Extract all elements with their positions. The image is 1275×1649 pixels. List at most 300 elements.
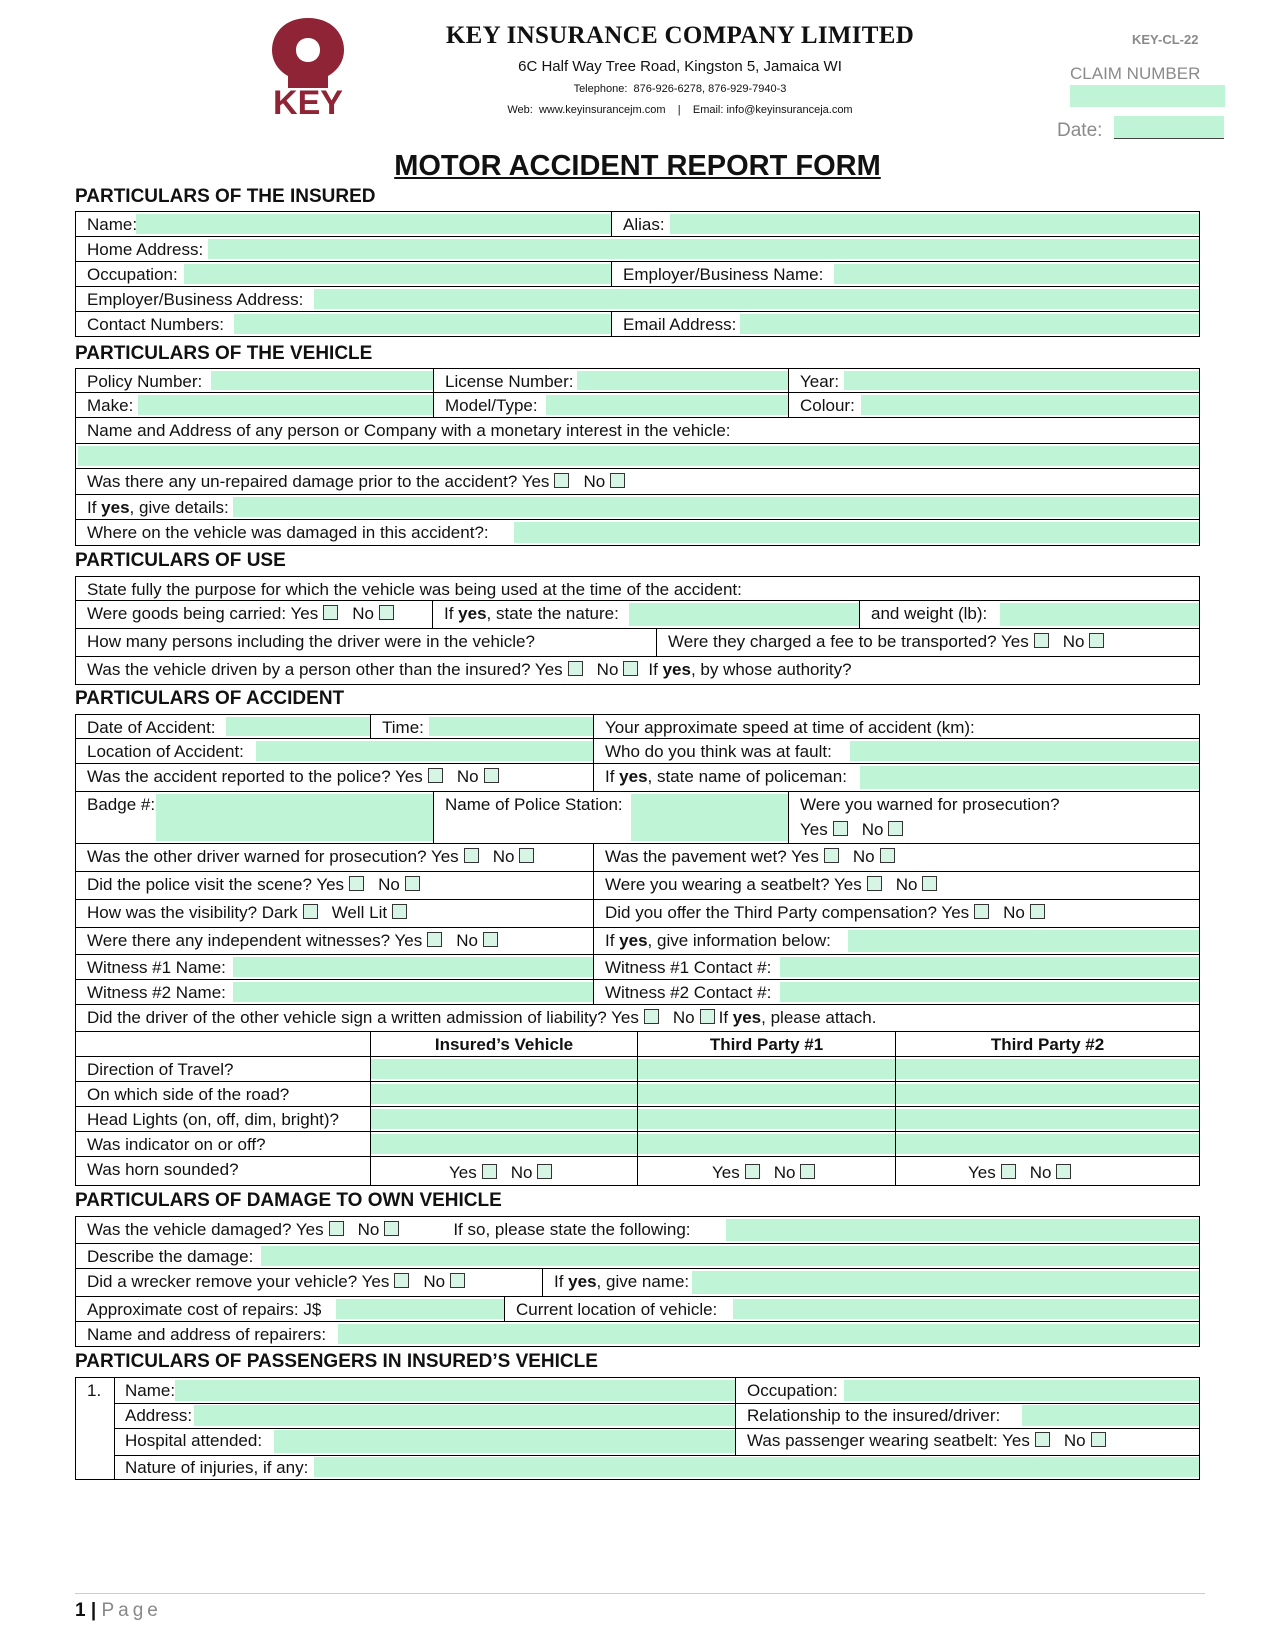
model-type-label: Model/Type: <box>445 396 538 415</box>
damaged-cell <box>76 1217 1199 1243</box>
liability-question: Did the driver of the other vehicle sign a written admission of liability? Yes <box>87 1008 639 1027</box>
employer-address-label: Employer/Business Address: <box>87 290 304 309</box>
no-label: No <box>583 472 606 491</box>
employer-address-cell <box>76 287 1199 311</box>
witness1-contact-label: Witness #1 Contact #: <box>605 958 772 977</box>
hospital-label: Hospital attended: <box>125 1431 263 1450</box>
date-label: Date: <box>1057 120 1103 141</box>
indicator-tp1-cell <box>637 1132 895 1156</box>
unrepaired-details-cell <box>76 495 1199 519</box>
no-label: No <box>1062 632 1085 651</box>
accident-row-11 <box>75 1005 1200 1032</box>
visibility-question: How was the visibility? Dark <box>87 903 298 922</box>
if-label: If <box>554 1272 569 1291</box>
goods-yes-checkbox[interactable] <box>323 605 338 620</box>
damaged-where-cell <box>76 520 1199 545</box>
alias-cell <box>611 212 1199 236</box>
police-visit-yes-checkbox[interactable] <box>349 876 364 891</box>
license-number-field[interactable] <box>577 371 788 390</box>
email-value[interactable]: info@keyinsuranceja.com <box>726 104 853 116</box>
web-value[interactable]: www.keyinsurancejm.com <box>538 104 666 116</box>
liability-cell <box>76 1005 1199 1031</box>
give-name-label: , give name: <box>596 1272 690 1291</box>
passenger-number: 1. <box>87 1381 102 1400</box>
occupation-label: Occupation: <box>87 265 178 284</box>
damaged-details-field[interactable] <box>726 1219 1199 1241</box>
other-warned-yes-checkbox[interactable] <box>464 848 479 863</box>
describe-cell <box>76 1244 1199 1268</box>
nature-field[interactable] <box>629 603 859 626</box>
seatbelt-question: Were you wearing a seatbelt? Yes <box>605 875 862 894</box>
license-number-label: License Number: <box>445 372 574 391</box>
monetary-interest-field[interactable] <box>78 446 1199 466</box>
monetary-interest-cell <box>76 444 1199 468</box>
unrepaired-yes-checkbox[interactable] <box>554 473 569 488</box>
damage-row-5 <box>75 1322 1200 1347</box>
alias-field[interactable] <box>670 214 1199 234</box>
headlights-tp2-cell <box>895 1107 1199 1131</box>
headlights-tp2-field[interactable] <box>896 1109 1199 1129</box>
year-field[interactable] <box>844 371 1199 390</box>
passenger-seatbelt-no-checkbox[interactable] <box>1091 1432 1106 1447</box>
footer-divider <box>75 1593 1205 1594</box>
indicator-insured-field[interactable] <box>371 1134 637 1154</box>
wrecker-yes-checkbox[interactable] <box>394 1273 409 1288</box>
station-field[interactable] <box>631 794 788 841</box>
nature-label: , state the nature: <box>486 604 619 623</box>
unrepaired-cell <box>76 469 1199 494</box>
injuries-cell <box>114 1455 1199 1479</box>
headlights-insured-field[interactable] <box>371 1109 637 1129</box>
separator: | <box>677 104 681 116</box>
police-visit-cell <box>76 872 593 899</box>
relationship-field[interactable] <box>1022 1405 1199 1426</box>
col-insured-header: Insured’s Vehicle <box>370 1032 637 1056</box>
compensation-yes-checkbox[interactable] <box>974 904 989 919</box>
vehicle-location-field[interactable] <box>733 1299 1199 1319</box>
goods-no-checkbox[interactable] <box>379 605 394 620</box>
year-label: Year: <box>800 372 840 391</box>
if-label: If <box>648 660 663 679</box>
nature-cell <box>432 601 859 628</box>
name-cell <box>76 212 611 236</box>
direction-tp1-cell <box>637 1057 895 1081</box>
witness2-name-field[interactable] <box>233 982 593 1002</box>
persons-label: How many persons including the driver were in the vehicle? <box>87 632 535 651</box>
vehicle-location-label: Current location of vehicle: <box>516 1300 718 1319</box>
name-field[interactable] <box>136 214 611 234</box>
witness-info-cell <box>593 928 1199 954</box>
witnesses-no-checkbox[interactable] <box>483 932 498 947</box>
section-insured-heading: PARTICULARS OF THE INSURED <box>75 186 376 207</box>
wrecker-question: Did a wrecker remove your vehicle? Yes <box>87 1272 390 1291</box>
vehicle-row-5 <box>75 469 1200 495</box>
section-vehicle-heading: PARTICULARS OF THE VEHICLE <box>75 343 373 364</box>
witnesses-question: Were there any independent witnesses? Yes <box>87 931 423 950</box>
home-address-field[interactable] <box>208 239 1199 259</box>
horn-tp2-cell <box>895 1157 1199 1185</box>
police-visit-no-checkbox[interactable] <box>405 876 420 891</box>
describe-label: Describe the damage: <box>87 1247 254 1266</box>
horn-tp2-yes-checkbox[interactable] <box>1001 1164 1016 1179</box>
indicator-row <box>75 1132 1200 1157</box>
claim-number-label: CLAIM NUMBER <box>1070 64 1201 83</box>
passenger-name-cell <box>114 1378 735 1403</box>
other-warned-cell <box>76 844 593 871</box>
accident-row-10 <box>75 980 1200 1005</box>
damaged-where-field[interactable] <box>514 522 1199 543</box>
goods-cell <box>76 601 432 628</box>
no-label: No <box>352 604 374 623</box>
fee-question: Were they charged a fee to be transported? Yes <box>668 632 1029 651</box>
other-driver-no-checkbox[interactable] <box>623 661 638 676</box>
policy-number-label: Policy Number: <box>87 372 203 391</box>
time-label: Time: <box>382 718 424 737</box>
damaged-where-label: Where on the vehicle was damaged in this accident?: <box>87 523 489 542</box>
witness2-contact-cell <box>593 980 1199 1004</box>
make-cell <box>76 393 433 417</box>
fee-yes-checkbox[interactable] <box>1034 633 1049 648</box>
warned-cell <box>788 792 1199 843</box>
witness2-name-cell <box>76 980 593 1004</box>
headlights-tp1-field[interactable] <box>638 1109 895 1129</box>
witness1-contact-field[interactable] <box>780 957 1199 977</box>
footer-separator: | <box>90 1600 97 1621</box>
passenger-seatbelt-yes-checkbox[interactable] <box>1035 1432 1050 1447</box>
indicator-tp2-cell <box>895 1132 1199 1156</box>
form-code: KEY-CL-22 <box>1132 32 1199 47</box>
liability-yes-checkbox[interactable] <box>644 1009 659 1024</box>
company-name: KEY INSURANCE COMPANY LIMITED <box>445 22 915 49</box>
use-row-3 <box>75 629 1200 657</box>
contact-numbers-field[interactable] <box>234 314 611 334</box>
info-label: , give information below: <box>647 931 831 950</box>
purpose-label: State fully the purpose for which the vehicle was being used at the time of the accident: <box>87 580 742 599</box>
yes-label: Yes <box>712 1163 740 1182</box>
horn-insured-no-checkbox[interactable] <box>537 1164 552 1179</box>
damaged-no-checkbox[interactable] <box>384 1221 399 1236</box>
visibility-well-lit-checkbox[interactable] <box>392 904 407 919</box>
accident-row-2 <box>75 739 1200 764</box>
policy-number-cell <box>76 369 433 392</box>
hospital-field[interactable] <box>274 1430 735 1453</box>
warned-yes-checkbox[interactable] <box>833 821 848 836</box>
policeman-field[interactable] <box>860 766 1199 789</box>
fault-label: Who do you think was at fault: <box>605 742 832 761</box>
form-title: MOTOR ACCIDENT REPORT FORM <box>394 150 881 182</box>
policy-number-field[interactable] <box>211 371 433 390</box>
employer-name-field[interactable] <box>834 264 1199 284</box>
no-label: No <box>852 847 875 866</box>
yes-label: Yes <box>449 1163 477 1182</box>
year-cell <box>788 369 1199 392</box>
time-cell <box>370 715 593 738</box>
use-row-2 <box>75 601 1200 629</box>
warned-question: Were you warned for prosecution? <box>800 795 1060 814</box>
email-label: Email: <box>692 104 724 116</box>
weight-cell <box>859 601 1199 628</box>
well-lit-label: Well Lit <box>331 903 388 922</box>
cost-label: Approximate cost of repairs: J$ <box>87 1300 322 1319</box>
direction-tp1-field[interactable] <box>638 1059 895 1079</box>
station-label: Name of Police Station: <box>445 795 623 814</box>
passenger-occupation-field[interactable] <box>844 1380 1199 1401</box>
direction-tp2-cell <box>895 1057 1199 1081</box>
accident-row-3 <box>75 764 1200 792</box>
make-label: Make: <box>87 396 134 415</box>
employer-address-field[interactable] <box>314 289 1199 309</box>
passenger-seatbelt-question: Was passenger wearing seatbelt: Yes <box>747 1431 1030 1450</box>
witnesses-cell <box>76 928 593 954</box>
wrecker-no-checkbox[interactable] <box>450 1273 465 1288</box>
side-insured-field[interactable] <box>371 1084 637 1104</box>
vehicle-row-6 <box>75 495 1200 520</box>
email-address-cell <box>611 312 1199 336</box>
indicator-label: Was indicator on or off? <box>87 1135 266 1154</box>
police-no-checkbox[interactable] <box>484 768 499 783</box>
section-accident-heading: PARTICULARS OF ACCIDENT <box>75 688 345 709</box>
yes-bold: yes <box>568 1272 597 1291</box>
indicator-tp1-field[interactable] <box>638 1134 895 1154</box>
yes-bold: yes <box>619 767 648 786</box>
accident-row-8 <box>75 928 1200 955</box>
no-label: No <box>596 660 619 679</box>
no-label: No <box>861 820 884 839</box>
yes-bold: yes <box>458 604 487 623</box>
date-field[interactable] <box>1114 116 1224 139</box>
visibility-cell <box>76 900 593 927</box>
location-label: Location of Accident: <box>87 742 244 761</box>
section-damage-heading: PARTICULARS OF DAMAGE TO OWN VEHICLE <box>75 1190 502 1211</box>
insured-row-2 <box>75 237 1200 262</box>
model-type-cell <box>433 393 788 417</box>
direction-insured-field[interactable] <box>371 1059 637 1079</box>
witness-info-field[interactable] <box>848 930 1199 952</box>
accident-row-7 <box>75 900 1200 928</box>
no-label: No <box>1063 1431 1086 1450</box>
colour-cell <box>788 393 1199 417</box>
wrecker-name-field[interactable] <box>692 1271 1199 1294</box>
seatbelt-yes-checkbox[interactable] <box>867 876 882 891</box>
side-tp2-cell <box>895 1082 1199 1106</box>
accident-date-cell <box>76 715 370 738</box>
passenger-row-2 <box>114 1403 1199 1429</box>
warned-no-checkbox[interactable] <box>888 821 903 836</box>
horn-label: Was horn sounded? <box>87 1160 239 1179</box>
make-field[interactable] <box>138 395 433 415</box>
accident-row-9 <box>75 955 1200 980</box>
horn-insured-cell <box>370 1157 637 1185</box>
insured-row-4 <box>75 287 1200 312</box>
seatbelt-cell <box>593 872 1199 899</box>
colour-field[interactable] <box>861 395 1199 415</box>
passenger-address-field[interactable] <box>194 1405 735 1426</box>
witness2-name-label: Witness #2 Name: <box>87 983 226 1002</box>
compensation-question: Did you offer the Third Party compensation? Yes <box>605 903 970 922</box>
model-type-field[interactable] <box>546 395 788 415</box>
details-label: , give details: <box>129 498 229 517</box>
horn-tp1-yes-checkbox[interactable] <box>745 1164 760 1179</box>
page-number: 1 <box>75 1600 86 1621</box>
no-label: No <box>456 931 478 950</box>
horn-tp1-cell <box>637 1157 895 1185</box>
no-label: No <box>895 875 918 894</box>
direction-row <box>75 1057 1200 1082</box>
witness2-contact-field[interactable] <box>780 982 1199 1002</box>
authority-label: , by whose authority? <box>690 660 852 679</box>
use-row-1 <box>75 576 1200 601</box>
employer-name-cell <box>611 262 1199 286</box>
passenger-name-field[interactable] <box>175 1380 735 1401</box>
home-address-label: Home Address: <box>87 240 204 259</box>
side-tp1-field[interactable] <box>638 1084 895 1104</box>
vehicle-row-7 <box>75 520 1200 546</box>
col-third-party-2-header: Third Party #2 <box>895 1032 1199 1056</box>
horn-row <box>75 1157 1200 1186</box>
monetary-interest-label: Name and Address of any person or Company with a monetary interest in the vehicle: <box>87 421 731 440</box>
direction-insured-cell <box>370 1057 637 1081</box>
employer-name-label: Employer/Business Name: <box>623 265 824 284</box>
fee-no-checkbox[interactable] <box>1089 633 1104 648</box>
fault-field[interactable] <box>850 741 1199 761</box>
pavement-no-checkbox[interactable] <box>880 848 895 863</box>
headlights-row <box>75 1107 1200 1132</box>
unrepaired-details-field[interactable] <box>233 497 1199 517</box>
accident-row-4 <box>75 792 1200 844</box>
police-yes-checkbox[interactable] <box>428 768 443 783</box>
horn-insured-yes-checkbox[interactable] <box>482 1164 497 1179</box>
vehicle-location-cell <box>504 1297 1199 1321</box>
accident-row-5 <box>75 844 1200 872</box>
company-telephone <box>430 83 930 95</box>
no-label: No <box>357 1220 380 1239</box>
home-address-cell <box>76 237 1199 261</box>
side-tp2-field[interactable] <box>896 1084 1199 1104</box>
insured-row-1 <box>75 211 1200 237</box>
accident-date-label: Date of Accident: <box>87 718 216 737</box>
witness2-contact-label: Witness #2 Contact #: <box>605 983 772 1002</box>
cost-field[interactable] <box>336 1299 504 1319</box>
weight-field[interactable] <box>1000 603 1199 626</box>
seatbelt-no-checkbox[interactable] <box>922 876 937 891</box>
no-label: No <box>773 1163 796 1182</box>
yes-bold: yes <box>732 1008 762 1027</box>
policeman-cell <box>593 764 1199 791</box>
repairers-label: Name and address of repairers: <box>87 1325 327 1344</box>
logo-text: KEY <box>273 84 343 118</box>
yes-label: Yes <box>968 1163 996 1182</box>
contact-numbers-label: Contact Numbers: <box>87 315 224 334</box>
badge-label: Badge #: <box>87 795 156 814</box>
other-driver-yes-checkbox[interactable] <box>568 661 583 676</box>
passenger-row-1 <box>114 1378 1199 1404</box>
fee-cell <box>656 629 1199 656</box>
page-footer <box>75 1600 162 1622</box>
visibility-dark-checkbox[interactable] <box>303 904 318 919</box>
witness1-name-field[interactable] <box>233 957 593 977</box>
yes-bold: yes <box>101 498 130 517</box>
repairers-field[interactable] <box>338 1324 1199 1344</box>
compensation-cell <box>593 900 1199 927</box>
company-web-email <box>430 104 930 116</box>
repairers-cell <box>76 1322 1199 1346</box>
other-warned-question: Was the other driver warned for prosecution? Yes <box>87 847 459 866</box>
occupation-field[interactable] <box>184 264 611 284</box>
license-number-cell <box>433 369 788 392</box>
station-cell <box>433 792 788 843</box>
yes-bold: yes <box>662 660 691 679</box>
cost-cell <box>76 1297 504 1321</box>
unrepaired-no-checkbox[interactable] <box>610 473 625 488</box>
insured-row-3 <box>75 262 1200 287</box>
describe-field[interactable] <box>261 1246 1199 1266</box>
company-address: 6C Half Way Tree Road, Kingston 5, Jamaica WI <box>518 58 842 75</box>
police-visit-question: Did the police visit the scene? Yes <box>87 875 345 894</box>
compare-corner-cell <box>76 1032 370 1056</box>
wrecker-name-cell <box>542 1269 1199 1296</box>
other-driver-question: Was the vehicle driven by a person other than the insured? Yes <box>87 660 563 679</box>
liability-no-checkbox[interactable] <box>700 1009 715 1024</box>
passenger-occupation-label: Occupation: <box>747 1381 838 1400</box>
headlights-insured-cell <box>370 1107 637 1131</box>
telephone-label: Telephone: <box>573 83 628 95</box>
if-label: If <box>444 604 459 623</box>
if-so-label: If so, please state the following: <box>453 1220 691 1239</box>
horn-tp2-no-checkbox[interactable] <box>1056 1164 1071 1179</box>
policeman-label: , state name of policeman: <box>647 767 847 786</box>
if-label: If <box>718 1008 733 1027</box>
col-third-party-1-header: Third Party #1 <box>637 1032 895 1056</box>
wrecker-cell <box>76 1269 542 1296</box>
passenger-row-3 <box>114 1428 1199 1456</box>
horn-tp1-no-checkbox[interactable] <box>800 1164 815 1179</box>
no-label: No <box>510 1163 533 1182</box>
if-label: If <box>605 767 620 786</box>
witness1-contact-cell <box>593 955 1199 979</box>
passenger-table <box>75 1377 1200 1480</box>
section-passengers-heading: PARTICULARS OF PASSENGERS IN INSURED’S VEHICLE <box>75 1351 598 1372</box>
accident-row-1 <box>75 714 1200 739</box>
email-address-field[interactable] <box>740 314 1199 334</box>
pavement-yes-checkbox[interactable] <box>824 848 839 863</box>
location-field[interactable] <box>256 741 593 761</box>
claim-number-field[interactable] <box>1070 85 1225 107</box>
badge-field[interactable] <box>156 794 433 841</box>
no-label: No <box>423 1272 446 1291</box>
if-label: If <box>605 931 620 950</box>
no-label: No <box>1003 903 1025 922</box>
speed-label: Your approximate speed at time of accident (km): <box>593 715 1199 738</box>
hospital-cell <box>114 1428 735 1455</box>
side-label: On which side of the road? <box>87 1085 290 1104</box>
time-field[interactable] <box>429 717 593 736</box>
other-warned-no-checkbox[interactable] <box>519 848 534 863</box>
alias-label: Alias: <box>623 215 665 234</box>
direction-tp2-field[interactable] <box>896 1059 1199 1079</box>
pavement-cell <box>593 844 1199 871</box>
damaged-yes-checkbox[interactable] <box>329 1221 344 1236</box>
accident-date-field[interactable] <box>226 717 370 736</box>
injuries-label: Nature of injuries, if any: <box>125 1458 309 1477</box>
other-driver-cell <box>76 657 1199 684</box>
witnesses-yes-checkbox[interactable] <box>427 932 442 947</box>
indicator-tp2-field[interactable] <box>896 1134 1199 1154</box>
passenger-address-cell <box>114 1403 735 1428</box>
yes-bold: yes <box>619 931 648 950</box>
injuries-field[interactable] <box>314 1457 1199 1477</box>
compensation-no-checkbox[interactable] <box>1030 904 1045 919</box>
web-label: Web: <box>507 104 533 116</box>
